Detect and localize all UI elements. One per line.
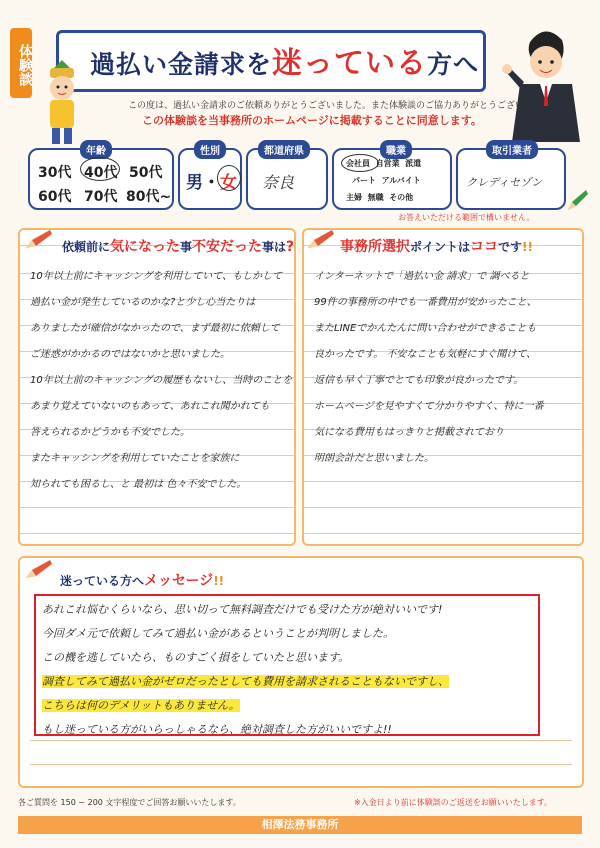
pencil-icon [566, 188, 590, 212]
concerns-line: 10年以上前のキャッシングの履歴もないし、当時のことを [30, 375, 293, 386]
occupation-option-housewife[interactable]: 主婦 [346, 193, 362, 202]
businessman-illustration [500, 22, 590, 142]
age-option-60s[interactable]: 60代 [38, 189, 72, 205]
occupation-row3 [346, 192, 413, 203]
message-line: もし迷っている方がいらっしゃるなら、絶対調査した方がいいですよ!! [42, 723, 392, 736]
experience-tag: 体験談 [10, 28, 32, 98]
occupation-selected-circle [341, 154, 379, 172]
message-line: こちらは何のデメリットもありません。 [42, 699, 240, 712]
occupation-option-other[interactable]: その他 [389, 193, 414, 202]
occupation-option-part[interactable]: パート [352, 176, 376, 185]
age-option-70s[interactable]: 70代 [84, 189, 118, 205]
gender-male[interactable]: 男 [186, 173, 203, 193]
selection-line: ホームページを見やすくて分かりやすく、特に一番 [314, 401, 544, 412]
age-option-40s[interactable]: 40代 [84, 165, 118, 181]
gender-label: 性別 [194, 140, 226, 159]
page-title: 過払い金請求を迷っている方へ [90, 46, 480, 81]
occupation-label: 職業 [380, 140, 412, 159]
concerns-line: ご迷惑がかかるのではないかと思いました。 [30, 349, 230, 360]
age-option-80s[interactable]: 80代~ [126, 189, 172, 205]
selection-line: 明朗会計だと思いました。 [314, 453, 434, 464]
age-selected-circle [80, 157, 120, 181]
divider [30, 764, 572, 765]
age-option-50s[interactable]: 50代 [129, 165, 163, 181]
pencil-icon [24, 558, 54, 582]
concerns-text [30, 264, 292, 498]
age-option-30s[interactable]: 30代 [38, 165, 72, 181]
prefecture-label: 都道府県 [258, 140, 310, 159]
occupation-option-selfemployed[interactable]: 自営業 [375, 159, 400, 168]
occupation-option-employee[interactable]: 会社員 [346, 159, 370, 168]
concerns-line: 知られても困るし、と 最初は 色々不安でした。 [30, 479, 247, 490]
selection-line: 気になる費用もはっきりと掲載されており [314, 427, 504, 438]
lender-label: 取引業者 [486, 140, 538, 159]
message-text [42, 598, 449, 742]
concerns-heading: 依頼前に気になった事不安だった事は? [62, 239, 295, 255]
occupation-option-arbeit[interactable]: アルバイト [381, 176, 421, 185]
divider [30, 740, 572, 741]
selection-heading: 事務所選択ポイントはココです!! [340, 239, 533, 255]
occupation-option-dispatch[interactable]: 派遣 [405, 159, 422, 168]
lender-value[interactable]: クレディセゾン [466, 176, 543, 189]
gender-female[interactable]: 女 [220, 173, 237, 193]
message-line: あれこれ悩むくらいなら、思い切って無料調査だけでも受けた方が絶対いいです! [42, 603, 443, 616]
range-note: お答えいただける範囲で構いません。 [398, 213, 535, 222]
gender-options: 男・女 [186, 173, 237, 193]
message-heading: 迷っている方へメッセージ!! [60, 573, 225, 589]
firm-name-bar: 相澤法務事務所 [18, 816, 582, 834]
message-line: 調査してみて過払い金がゼロだったとしても費用を請求されることもないですし、 [42, 675, 449, 688]
concerns-line: ありましたが確信がなかったので、まず最初に依頼して [30, 323, 280, 334]
message-line: この機を逃していたら、ものすごく損をしていたと思います。 [42, 651, 350, 664]
answer-length-note: 各ご質問を 150 ~ 200 文字程度でご回答お願いいたします。 [18, 798, 241, 807]
selection-text [314, 264, 544, 472]
selection-line: またLINEでかんたんに問い合わせができることも [314, 323, 537, 334]
selection-line: 返信も早く丁寧でとても印象が良かったです。 [314, 375, 524, 386]
occupation-row2 [352, 175, 421, 186]
message-line: 今回ダメ元で依頼してみて過払い金があるということが判明しました。 [42, 627, 394, 640]
concerns-line: またキャッシングを利用していたことを家族に [30, 453, 240, 464]
occupation-option-unemployed[interactable]: 無職 [367, 193, 384, 202]
concerns-line: 過払い金が発生しているのかな?と少し心当たりは [30, 297, 256, 308]
prefecture-value[interactable]: 奈良 [262, 173, 295, 192]
concerns-line: 10年以上前にキャッシングを利用していて、もしかして [30, 271, 283, 282]
selection-line: インターネットで「過払い金 請求」で 調べると [314, 271, 530, 282]
child-mascot-illustration [40, 60, 84, 146]
selection-line: 99件の事務所の中でも一番費用が安かったこと、 [314, 297, 537, 308]
consent-text: この体験談を当事務所のホームページに掲載することに同意します。 [142, 114, 482, 127]
intro-text: この度は、過払い金請求のご依頼ありがとうございました。また体験談のご協力ありがとうございます。 [128, 101, 551, 111]
pencil-icon [306, 228, 336, 252]
concerns-line: あまり覚えていないのもあって、あれこれ聞かれても [30, 401, 270, 412]
concerns-line: 答えられるかどうかも不安でした。 [30, 427, 190, 438]
return-deadline-note: ※入金日より前に体験談のご返送をお願いいたします。 [354, 798, 553, 807]
pencil-icon [24, 228, 54, 252]
gender-selected-circle [217, 165, 241, 191]
selection-line: 良かったです。 不安なことも気軽にすぐ聞けて、 [314, 349, 537, 360]
age-label: 年齢 [80, 140, 112, 159]
